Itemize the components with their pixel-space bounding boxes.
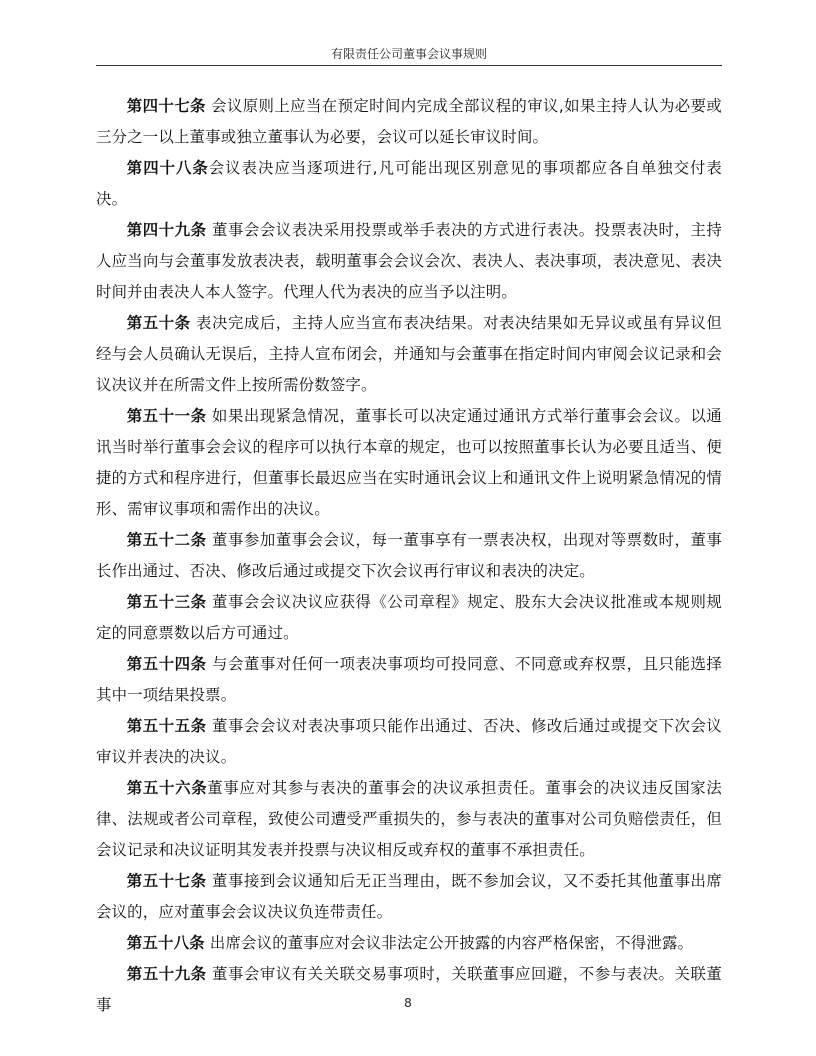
article-54 xyxy=(96,649,722,711)
article-52 xyxy=(96,525,722,587)
article-text: 董事会会议对表决事项只能作出通过、否决、修改后通过或提交下次会议审议并表决的决议。 xyxy=(96,717,722,766)
article-number: 第五十六条 xyxy=(126,779,208,797)
page-header-title: 有限责任公司董事会议事规则 xyxy=(330,47,487,61)
article-49 xyxy=(96,215,722,308)
article-number: 第四十九条 xyxy=(126,221,207,239)
article-text: 董事接到会议通知后无正当理由，既不参加会议，又不委托其他董事出席会议的，应对董事会会议决议负连带责任。 xyxy=(96,872,722,921)
article-text: 董事参加董事会会议，每一董事享有一票表决权，出现对等票数时，董事长作出通过、否决、修改后通过或提交下次会议再行审议和表决的决定。 xyxy=(96,531,722,580)
article-59 xyxy=(96,959,722,1021)
article-number: 第五十三条 xyxy=(126,593,207,611)
article-number: 第四十八条 xyxy=(126,159,209,177)
article-text: 董事会审议有关关联交易事项时，关联董事应回避，不参与表决。关联董事 xyxy=(96,965,722,1014)
article-57 xyxy=(96,866,722,928)
article-text: 会议原则上应当在预定时间内完成全部议程的审议,如果主持人认为必要或三分之一以上董事或独立董事认为必要，会议可以延长审议时间。 xyxy=(96,97,722,146)
header-divider xyxy=(96,65,722,66)
article-56 xyxy=(96,773,722,866)
article-text: 表决完成后，主持人应当宣布表决结果。对表决结果如无异议或虽有异议但经与会人员确认无误后，主持人宣布闭会，并通知与会董事在指定时间内审阅会议记录和会议决议并在所需文件上按所需份数签字。 xyxy=(96,314,722,394)
article-number: 第五十一条 xyxy=(126,407,207,425)
article-55 xyxy=(96,711,722,773)
article-number: 第四十七条 xyxy=(126,97,206,115)
article-58 xyxy=(96,928,722,959)
article-number: 第五十四条 xyxy=(126,655,207,673)
article-53 xyxy=(96,587,722,649)
article-text: 董事会会议表决采用投票或举手表决的方式进行表决。投票表决时，主持人应当向与会董事发放表决表，载明董事会会议会次、表决人、表决事项，表决意见、表决时间并由表决人本人签字。代理人代为表决的应当予以注明。 xyxy=(96,221,722,301)
article-number: 第五十九条 xyxy=(126,965,207,983)
article-50 xyxy=(96,308,722,401)
article-number: 第五十七条 xyxy=(126,872,207,890)
article-text: 出席会议的董事应对会议非法定公开披露的内容严格保密，不得泄露。 xyxy=(204,934,694,952)
article-48 xyxy=(96,153,722,215)
article-text: 董事应对其参与表决的董事会的决议承担责任。董事会的决议违反国家法律、法规或者公司章程，致使公司遭受严重损失的，参与表决的董事对公司负赔偿责任，但会议记录和决议证明其发表并投票与决议相反或弃权的董事不承担责任。 xyxy=(96,779,722,859)
article-text: 董事会会议决议应获得《公司章程》规定、股东大会决议批准或本规则规定的同意票数以后方可通过。 xyxy=(96,593,722,642)
article-text: 会议表决应当逐项进行,凡可能出现区别意见的事项都应各自单独交付表决。 xyxy=(96,159,722,208)
article-number: 第五十二条 xyxy=(126,531,207,549)
article-number: 第五十条 xyxy=(126,314,191,332)
article-number: 第五十五条 xyxy=(126,717,207,735)
page-number: 8 xyxy=(404,996,412,1010)
article-text: 与会董事对任何一项表决事项均可投同意、不同意或弃权票，且只能选择其中一项结果投票。 xyxy=(96,655,722,704)
article-47 xyxy=(96,91,722,153)
article-51 xyxy=(96,401,722,525)
article-number: 第五十八条 xyxy=(126,934,205,952)
document-body xyxy=(96,91,722,1021)
article-text: 如果出现紧急情况，董事长可以决定通过通讯方式举行董事会会议。以通讯当时举行董事会会议的程序可以执行本章的规定，也可以按照董事长认为必要且适当、便捷的方式和程序进行，但董事长最迟应当在实时通讯会议上和通讯文件上说明紧急情况的情形、需审议事项和需作出的决议。 xyxy=(96,407,722,518)
